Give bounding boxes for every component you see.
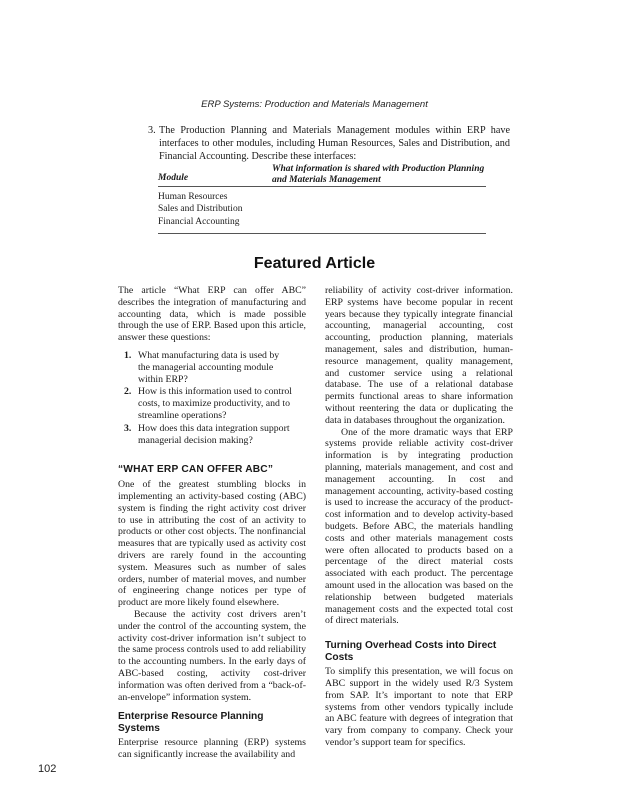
intro-paragraph: The article “What ERP can offer ABC” describes the integration of manufacturing and accounting data, which is made possible through the use of ERP. Based upon this article, answer these questions:	[118, 285, 306, 344]
page-number: 102	[38, 763, 57, 775]
list-text: How is this information used to control costs, to maximize productivity, and to streamline operations?	[138, 386, 293, 421]
body-paragraph: Because the activity cost drivers aren’t under the control of the accounting system, the activity cost-driver information isn’t subject to the same process controls used to add reliability to the accounting numbers. In the early days of ABC-based costing, activity cost-driver information was often derived from a “back-of-an-envelope” information system.	[118, 608, 306, 703]
body-paragraph: One of the more dramatic ways that ERP systems provide reliable activity cost-driver information is by integrating production planning, materials management, and cost and management accounting. In cost and management accounting, activity-based costing is used to increase the accuracy of the product-cost information and to develop activity-based budgets. Before ABC, the materials handling costs and other materials management costs were often allocated to products based on a percentage of the direct material costs associated with each product. The percentage amount used in the allocation was based on the relationship between budgeted materials management costs and the expected total cost of direct materials.	[325, 426, 513, 627]
table-row: Sales and Distribution	[158, 204, 243, 215]
section-heading: Turning Overhead Costs into Direct Costs	[325, 640, 497, 663]
question-3	[148, 124, 510, 163]
table-bottom-rule	[158, 233, 486, 234]
list-text: How does this data integration support managerial decision making?	[138, 422, 290, 446]
shared-info-header-line: and Materials Management	[272, 174, 381, 185]
table-row: Human Resources	[158, 192, 228, 202]
list-number: 1.	[124, 349, 132, 361]
question-list	[118, 350, 306, 446]
list-number: 2.	[124, 386, 132, 398]
left-column	[118, 285, 306, 761]
section-heading: Enterprise Resource Planning Systems	[118, 711, 264, 734]
body-paragraph: reliability of activity cost-driver information. ERP systems have become popular in recent years because they typically integrate financial accounting, managerial accounting, cost accounting, production planning, materials management, sales and distribution, human-resource management, quality management, and customer service using a relational database. The use of a relational database permits functional areas to share information without reentering the data or duplicating the data in databases throughout the organization.	[325, 285, 513, 426]
list-item	[118, 350, 306, 385]
article-heading: “WHAT ERP CAN OFFER ABC”	[118, 464, 274, 476]
table-row: Financial Accounting	[158, 216, 240, 227]
shared-info-column-header	[272, 164, 484, 185]
question-number: 3.	[148, 125, 156, 136]
list-item	[118, 386, 306, 421]
featured-article-title: Featured Article	[253, 255, 376, 272]
body-paragraph: One of the greatest stumbling blocks in implementing an activity-based costing (ABC) system is finding the right activity cost driver to use in attributing the cost of an activity to products or other cost objects. The nonfinancial measures that are typically used as activity cost drivers are rarely found in the accounting system. Measures such as number of sales orders, number of material moves, and number of engineering change notices per type of product are more likely found elsewhere.	[118, 479, 306, 609]
list-text: What manufacturing data is used by the managerial accounting module within ERP?	[138, 349, 280, 385]
interfaces-table	[158, 164, 486, 234]
table-header	[158, 164, 486, 187]
list-item	[118, 423, 306, 447]
module-column-header: Module	[158, 173, 189, 183]
list-number: 3.	[124, 422, 132, 434]
running-head: ERP Systems: Production and Materials Management	[201, 99, 428, 110]
question-text: The Production Planning and Materials Management modules within ERP have interfaces to other modules, including Human Resources, Sales and Distribution, and Financial Accounting. Describe these interfaces:	[159, 125, 510, 162]
right-column	[325, 285, 513, 749]
body-paragraph: To simplify this presentation, we will focus on ABC support in the widely used R/3 System from SAP. It’s important to note that ERP systems from other vendors typically include an ABC feature with degrees of integration that vary from company to company. Check your vendor’s support team for specifics.	[325, 666, 513, 748]
table-body	[158, 187, 486, 229]
body-paragraph: Enterprise resource planning (ERP) systems can significantly increase the availability and	[118, 737, 306, 761]
shared-info-header-line: What information is shared with Production Planning	[272, 164, 485, 174]
